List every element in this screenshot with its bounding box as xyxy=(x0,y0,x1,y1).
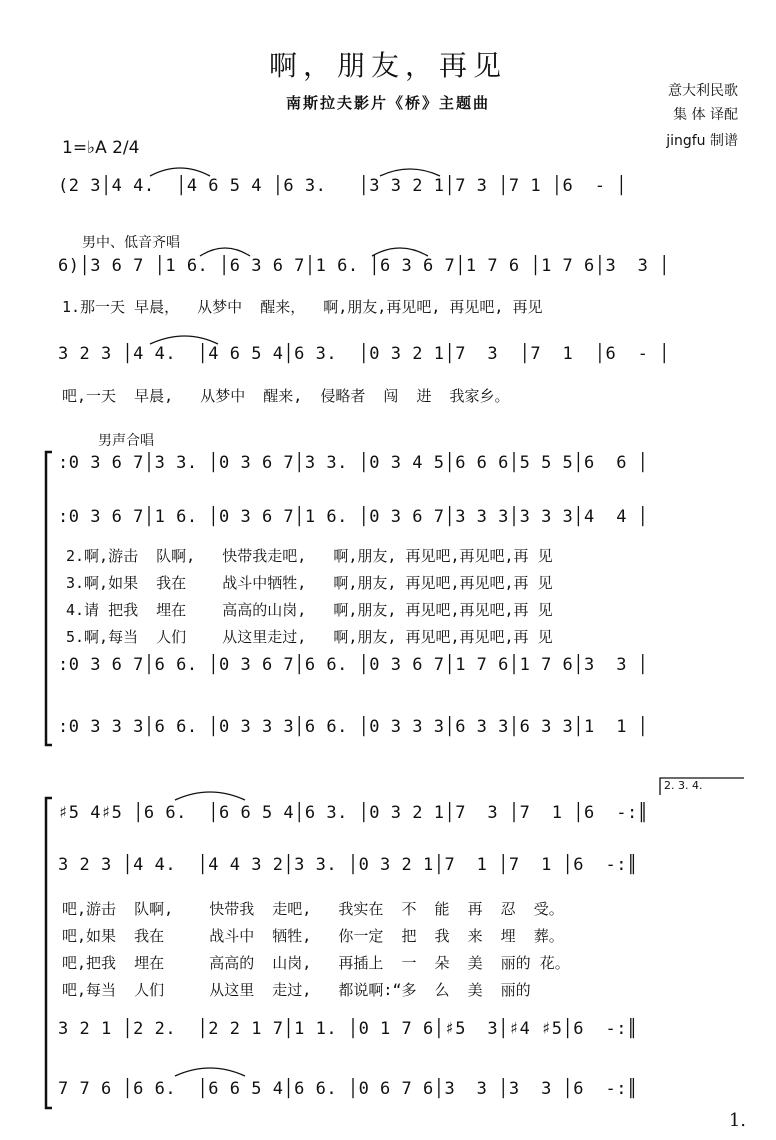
section1-lyric-line-1: 1.那一天 早晨， 从梦中 醒来， 啊,朋友,再见吧, 再见吧, 再见 xyxy=(62,298,543,316)
section3-notation-line-2: 3 2 3 │4 4. │4 4 3 2│3 3. │0 3 2 1│7 1 │7 1 │6 -:║ xyxy=(58,855,638,875)
section1-label: 男中、低音齐唱 xyxy=(82,235,180,251)
slur-s1-1 xyxy=(200,248,250,256)
section3-notation-line-3: 3 2 1 │2 2. │2 2 1 7│1 1. │0 1 7 6│♯5 3│♯4 ♯5│6 -:║ xyxy=(58,1019,638,1039)
slur-s1-2 xyxy=(372,248,428,256)
section2-notation-line-4: :0 3 3 3│6 6. │0 3 3 3│6 6. │0 3 3 3│6 3 3│6 3 3│1 1 │ xyxy=(58,717,649,737)
section1-lyric-line-2: 吧,一天 早晨, 从梦中 醒来, 侵略者 闯 进 我家乡。 xyxy=(62,387,510,405)
section2-verse-5: 5.啊,每当 人们 从这里走过, 啊,朋友, 再见吧,再见吧,再 见 xyxy=(66,628,553,646)
song-subtitle: 南斯拉夫影片《桥》主题曲 xyxy=(285,94,490,112)
section3-notation-line-4: 7 7 6 │6 6. │6 6 5 4│6 6. │0 6 7 6│3 3 │3 3 │6 -:║ xyxy=(58,1079,638,1099)
slur-s3-1 xyxy=(175,792,245,800)
slur-intro-1 xyxy=(150,168,210,176)
credit-origin: 意大利民歌 xyxy=(668,83,738,99)
slur-intro-2 xyxy=(380,169,440,176)
slur-s1-3 xyxy=(150,336,218,344)
page-number: 1. xyxy=(728,1110,746,1131)
slur-s3-2 xyxy=(175,1068,245,1076)
section3-verse-2: 吧,游击 队啊, 快带我 走吧, 我实在 不 能 再 忍 受。 xyxy=(62,900,564,918)
section1-notation-line-2: 3 2 3 │4 4. │4 6 5 4│6 3. │0 3 2 1│7 3 │7 1 │6 - │ xyxy=(58,344,670,364)
volta-ending-label: 2. 3. 4. xyxy=(664,779,703,792)
section2-notation-line-3: :0 3 6 7│6 6. │0 3 6 7│6 6. │0 3 6 7│1 7 6│1 7 6│3 3 │ xyxy=(58,655,649,675)
section2-verse-3: 3.啊,如果 我在 战斗中牺牲, 啊,朋友, 再见吧,再见吧,再 见 xyxy=(66,574,553,592)
section3-notation-line-1: ♯5 4♯5 │6 6. │6 6 5 4│6 3. │0 3 2 1│7 3 │7 1 │6 -:║ xyxy=(58,803,649,823)
section2-verse-2: 2.啊,游击 队啊, 快带我走吧, 啊,朋友, 再见吧,再见吧,再 见 xyxy=(66,547,553,565)
choir-bracket-2 xyxy=(46,798,52,1108)
key-signature: 1=♭A 2/4 xyxy=(62,138,140,158)
section1-notation-line-1: 6)│3 6 7 │1 6. │6 3 6 7│1 6. │6 3 6 7│1 7 6 │1 7 6│3 3 │ xyxy=(58,256,670,276)
section3-verse-4: 吧,把我 埋在 高高的 山岗, 再插上 一 朵 美 丽的 花。 xyxy=(62,954,570,972)
section3-verse-5: 吧,每当 人们 从这里 走过, 都说啊:“多 么 美 丽的 xyxy=(62,981,531,999)
credit-transcriber: jingfu 制谱 xyxy=(666,133,738,149)
section3-verse-3: 吧,如果 我在 战斗中 牺牲, 你一定 把 我 来 埋 葬。 xyxy=(62,927,564,945)
intro-notation-line: (2 3│4 4. │4 6 5 4 │6 3. │3 3 2 1│7 3 │7 1 │6 - │ xyxy=(58,176,627,196)
section2-notation-line-2: :0 3 6 7│1 6. │0 3 6 7│1 6. │0 3 6 7│3 3 3│3 3 3│4 4 │ xyxy=(58,507,649,527)
song-title: 啊，朋友，再见 xyxy=(268,49,507,82)
choir-bracket-1 xyxy=(46,452,52,745)
section2-label: 男声合唱 xyxy=(98,433,154,449)
credit-translation: 集 体 译配 xyxy=(673,107,738,123)
section2-verse-4: 4.请 把我 埋在 高高的山岗, 啊,朋友, 再见吧,再见吧,再 见 xyxy=(66,601,553,619)
section2-notation-line-1: :0 3 6 7│3 3. │0 3 6 7│3 3. │0 3 4 5│6 6 6│5 5 5│6 6 │ xyxy=(58,453,649,473)
volta-bracket xyxy=(660,778,744,795)
